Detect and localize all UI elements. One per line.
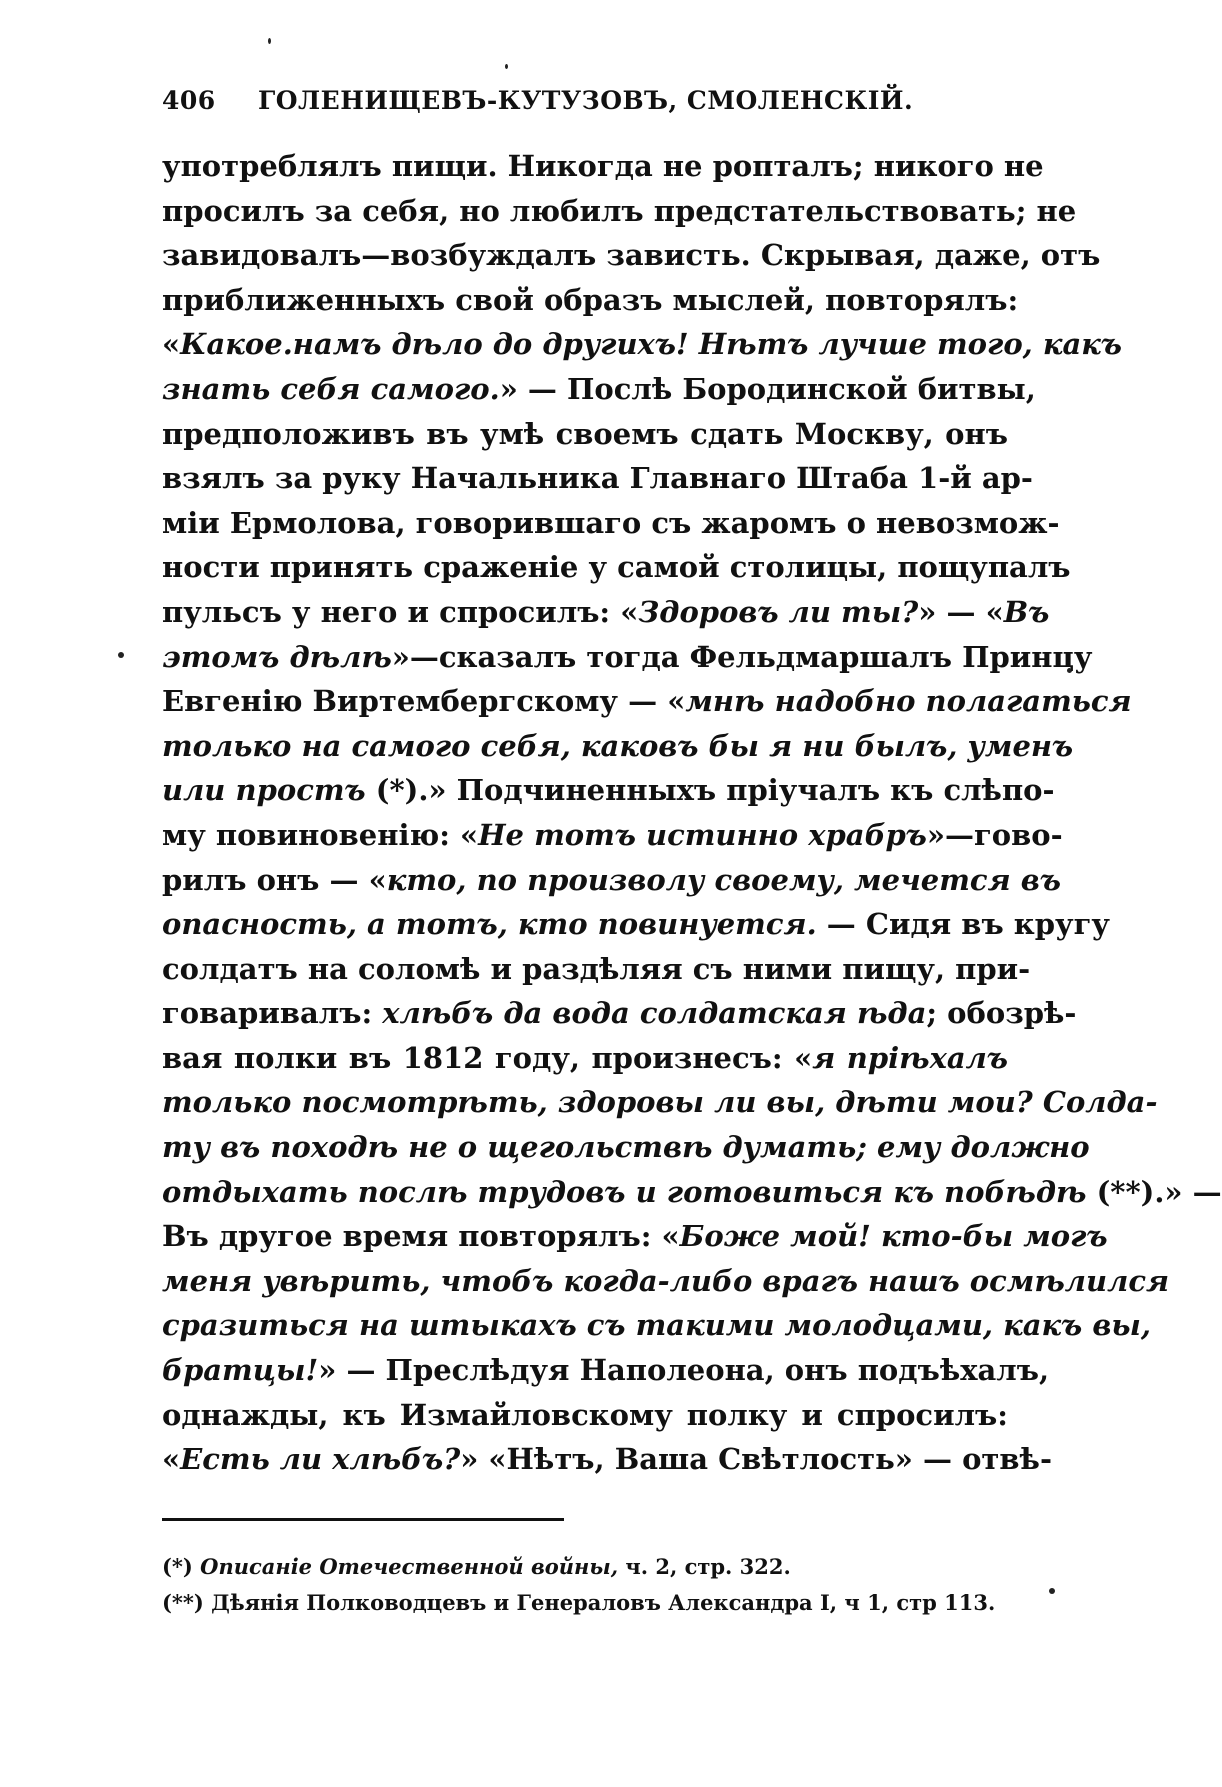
text-line	[162, 322, 1123, 367]
book-page	[162, 86, 1222, 1621]
body-text	[162, 144, 1222, 1482]
text-run: «	[162, 1442, 181, 1477]
text-line	[162, 1303, 1151, 1348]
footnote-rule	[162, 1518, 564, 1521]
footnote	[162, 1549, 1008, 1585]
text-run: завидовалъ—возбуждалъ зависть. Скрывая, даже, отъ	[162, 238, 1101, 273]
text-run: приближенныхъ свой образъ мыслей, повторялъ:	[162, 282, 1019, 317]
text-line	[162, 233, 1101, 278]
text-line	[162, 1437, 1052, 1482]
text-run: взялъ за руку Начальника Главнаго Штаба 1-й ар-	[162, 461, 1033, 496]
text-line	[162, 144, 1044, 189]
italic-text: меня увѣрить, чтобъ когда-либо врагъ нашъ осмѣлился	[162, 1263, 1170, 1298]
text-run: (*).» Подчиненныхъ пріучалъ къ слѣпо-	[365, 773, 1055, 808]
text-run: ности принять сраженіе у самой столицы, пощупалъ	[162, 550, 1071, 585]
text-run: (*)	[162, 1553, 201, 1579]
text-run: «	[162, 327, 181, 362]
italic-text: хлѣбъ да вода солдатская ѣда	[382, 996, 927, 1031]
text-run: (**) Дѣянія Полководцевъ и Генераловъ Александра I, ч 1, стр 113.	[162, 1589, 996, 1615]
text-run: однажды, къ Измайловскому полку и спросилъ:	[162, 1397, 1008, 1432]
text-line	[162, 1393, 1008, 1438]
text-line	[162, 947, 1031, 992]
text-run: »—сказалъ тогда Фельдмаршалъ Принцу	[391, 639, 1093, 674]
running-title: ГОЛЕНИЩЕВЪ-КУТУЗОВЪ, СМОЛЕНСКІЙ.	[258, 86, 914, 115]
text-run: » — «	[918, 594, 1004, 629]
text-line	[162, 1080, 1158, 1125]
italic-text: Здоровъ ли ты?	[638, 594, 919, 629]
scan-speck	[268, 38, 271, 44]
scan-speck	[505, 64, 508, 69]
text-line	[162, 1259, 1170, 1304]
italic-text: этомъ дѣлѣ	[162, 639, 392, 674]
italic-text: Есть ли хлѣбъ?	[180, 1442, 461, 1477]
text-line	[162, 412, 1008, 457]
text-run: міи Ермолова, говорившаго съ жаромъ о невозмож-	[162, 505, 1060, 540]
text-line	[162, 991, 1077, 1036]
page-header	[162, 86, 1008, 140]
italic-text: Не тотъ истинно храбръ	[478, 817, 927, 852]
text-run: употреблялъ пищи. Никогда не ропталъ; никого не	[162, 149, 1044, 183]
italic-text: ту въ походѣ не о щегольствѣ думать; ему должно	[162, 1130, 1090, 1165]
text-run: вая полки въ 1812 году, произнесъ: «	[162, 1040, 813, 1075]
text-run: пульсъ у него и спросилъ: «	[162, 594, 639, 629]
italic-text: кто, по произволу своему, мечется въ	[386, 862, 1061, 897]
text-line	[162, 189, 1077, 234]
text-line	[162, 635, 1093, 680]
text-run: » «Нѣтъ, Ваша Свѣтлость» — отвѣ-	[460, 1442, 1052, 1477]
text-line	[162, 501, 1060, 546]
text-run: ч. 2, стр. 322.	[618, 1553, 791, 1579]
text-line	[162, 902, 1110, 947]
italic-text: Описаніе Отечественной войны,	[200, 1553, 619, 1579]
text-line	[162, 1214, 1108, 1259]
italic-text: мнѣ надобно полагаться	[685, 684, 1132, 719]
text-line	[162, 1036, 1008, 1081]
text-line	[162, 1348, 1050, 1393]
text-line	[162, 768, 1055, 813]
italic-text: Какое.намъ дѣло до другихъ! Нѣтъ лучше того, какъ	[180, 327, 1123, 362]
text-run: говаривалъ:	[162, 996, 383, 1031]
text-run: » — Послѣ Бородинской битвы,	[499, 371, 1036, 406]
text-line	[162, 367, 1036, 412]
text-line	[162, 1125, 1090, 1170]
text-run: предположивъ въ умѣ своемъ сдать Москву, онъ	[162, 416, 1008, 451]
page-number: 406	[162, 86, 216, 115]
text-run: солдатъ на соломѣ и раздѣляя съ ними пищу, при-	[162, 951, 1031, 986]
text-run: рилъ онъ — «	[162, 862, 387, 897]
text-line	[162, 590, 1050, 635]
text-line	[162, 858, 1061, 903]
italic-text: сразиться на штыкахъ съ такими молодцами, какъ вы,	[162, 1308, 1151, 1343]
text-run: (**).» —	[1086, 1174, 1222, 1209]
text-line	[162, 679, 1132, 724]
text-line	[162, 724, 1074, 769]
italic-text: опасность, а тотъ, кто повинуется.	[162, 907, 817, 942]
italic-text: знать себя самого.	[162, 371, 500, 406]
text-run: просилъ за себя, но любилъ предстательствовать; не	[162, 193, 1077, 228]
text-line	[162, 813, 1063, 858]
text-run: » — Преслѣдуя Наполеона, онъ подъѣхалъ,	[318, 1353, 1050, 1388]
italic-text: только посмотрѣть, здоровы ли вы, дѣти мои? Солда-	[162, 1085, 1158, 1120]
italic-text: братцы!	[162, 1353, 319, 1388]
text-run: Евгенію Виртембергскому — «	[162, 684, 686, 719]
footnote	[162, 1585, 1008, 1621]
text-line	[162, 278, 1019, 323]
text-run: Въ другое время повторялъ: «	[162, 1219, 680, 1254]
text-run: ; обозрѣ-	[926, 996, 1077, 1031]
scan-speck	[118, 652, 124, 658]
italic-text: только на самого себя, каковъ бы я ни былъ, уменъ	[162, 728, 1074, 763]
italic-text: Въ	[1003, 594, 1050, 629]
scan-speck	[1049, 1588, 1055, 1594]
text-run: — Сидя въ кругу	[816, 907, 1110, 942]
footnotes	[162, 1549, 1008, 1621]
italic-text: я пріѣхалъ	[812, 1040, 1008, 1075]
text-run: му повиновенію: «	[162, 817, 479, 852]
italic-text: отдыхать послѣ трудовъ и готовиться къ побѣдѣ	[162, 1174, 1087, 1209]
text-line	[162, 1170, 1222, 1215]
text-line	[162, 456, 1033, 501]
italic-text: или простъ	[162, 773, 366, 808]
text-run: »—гово-	[926, 817, 1063, 852]
text-line	[162, 545, 1071, 590]
italic-text: Боже мой! кто-бы могъ	[679, 1219, 1108, 1254]
